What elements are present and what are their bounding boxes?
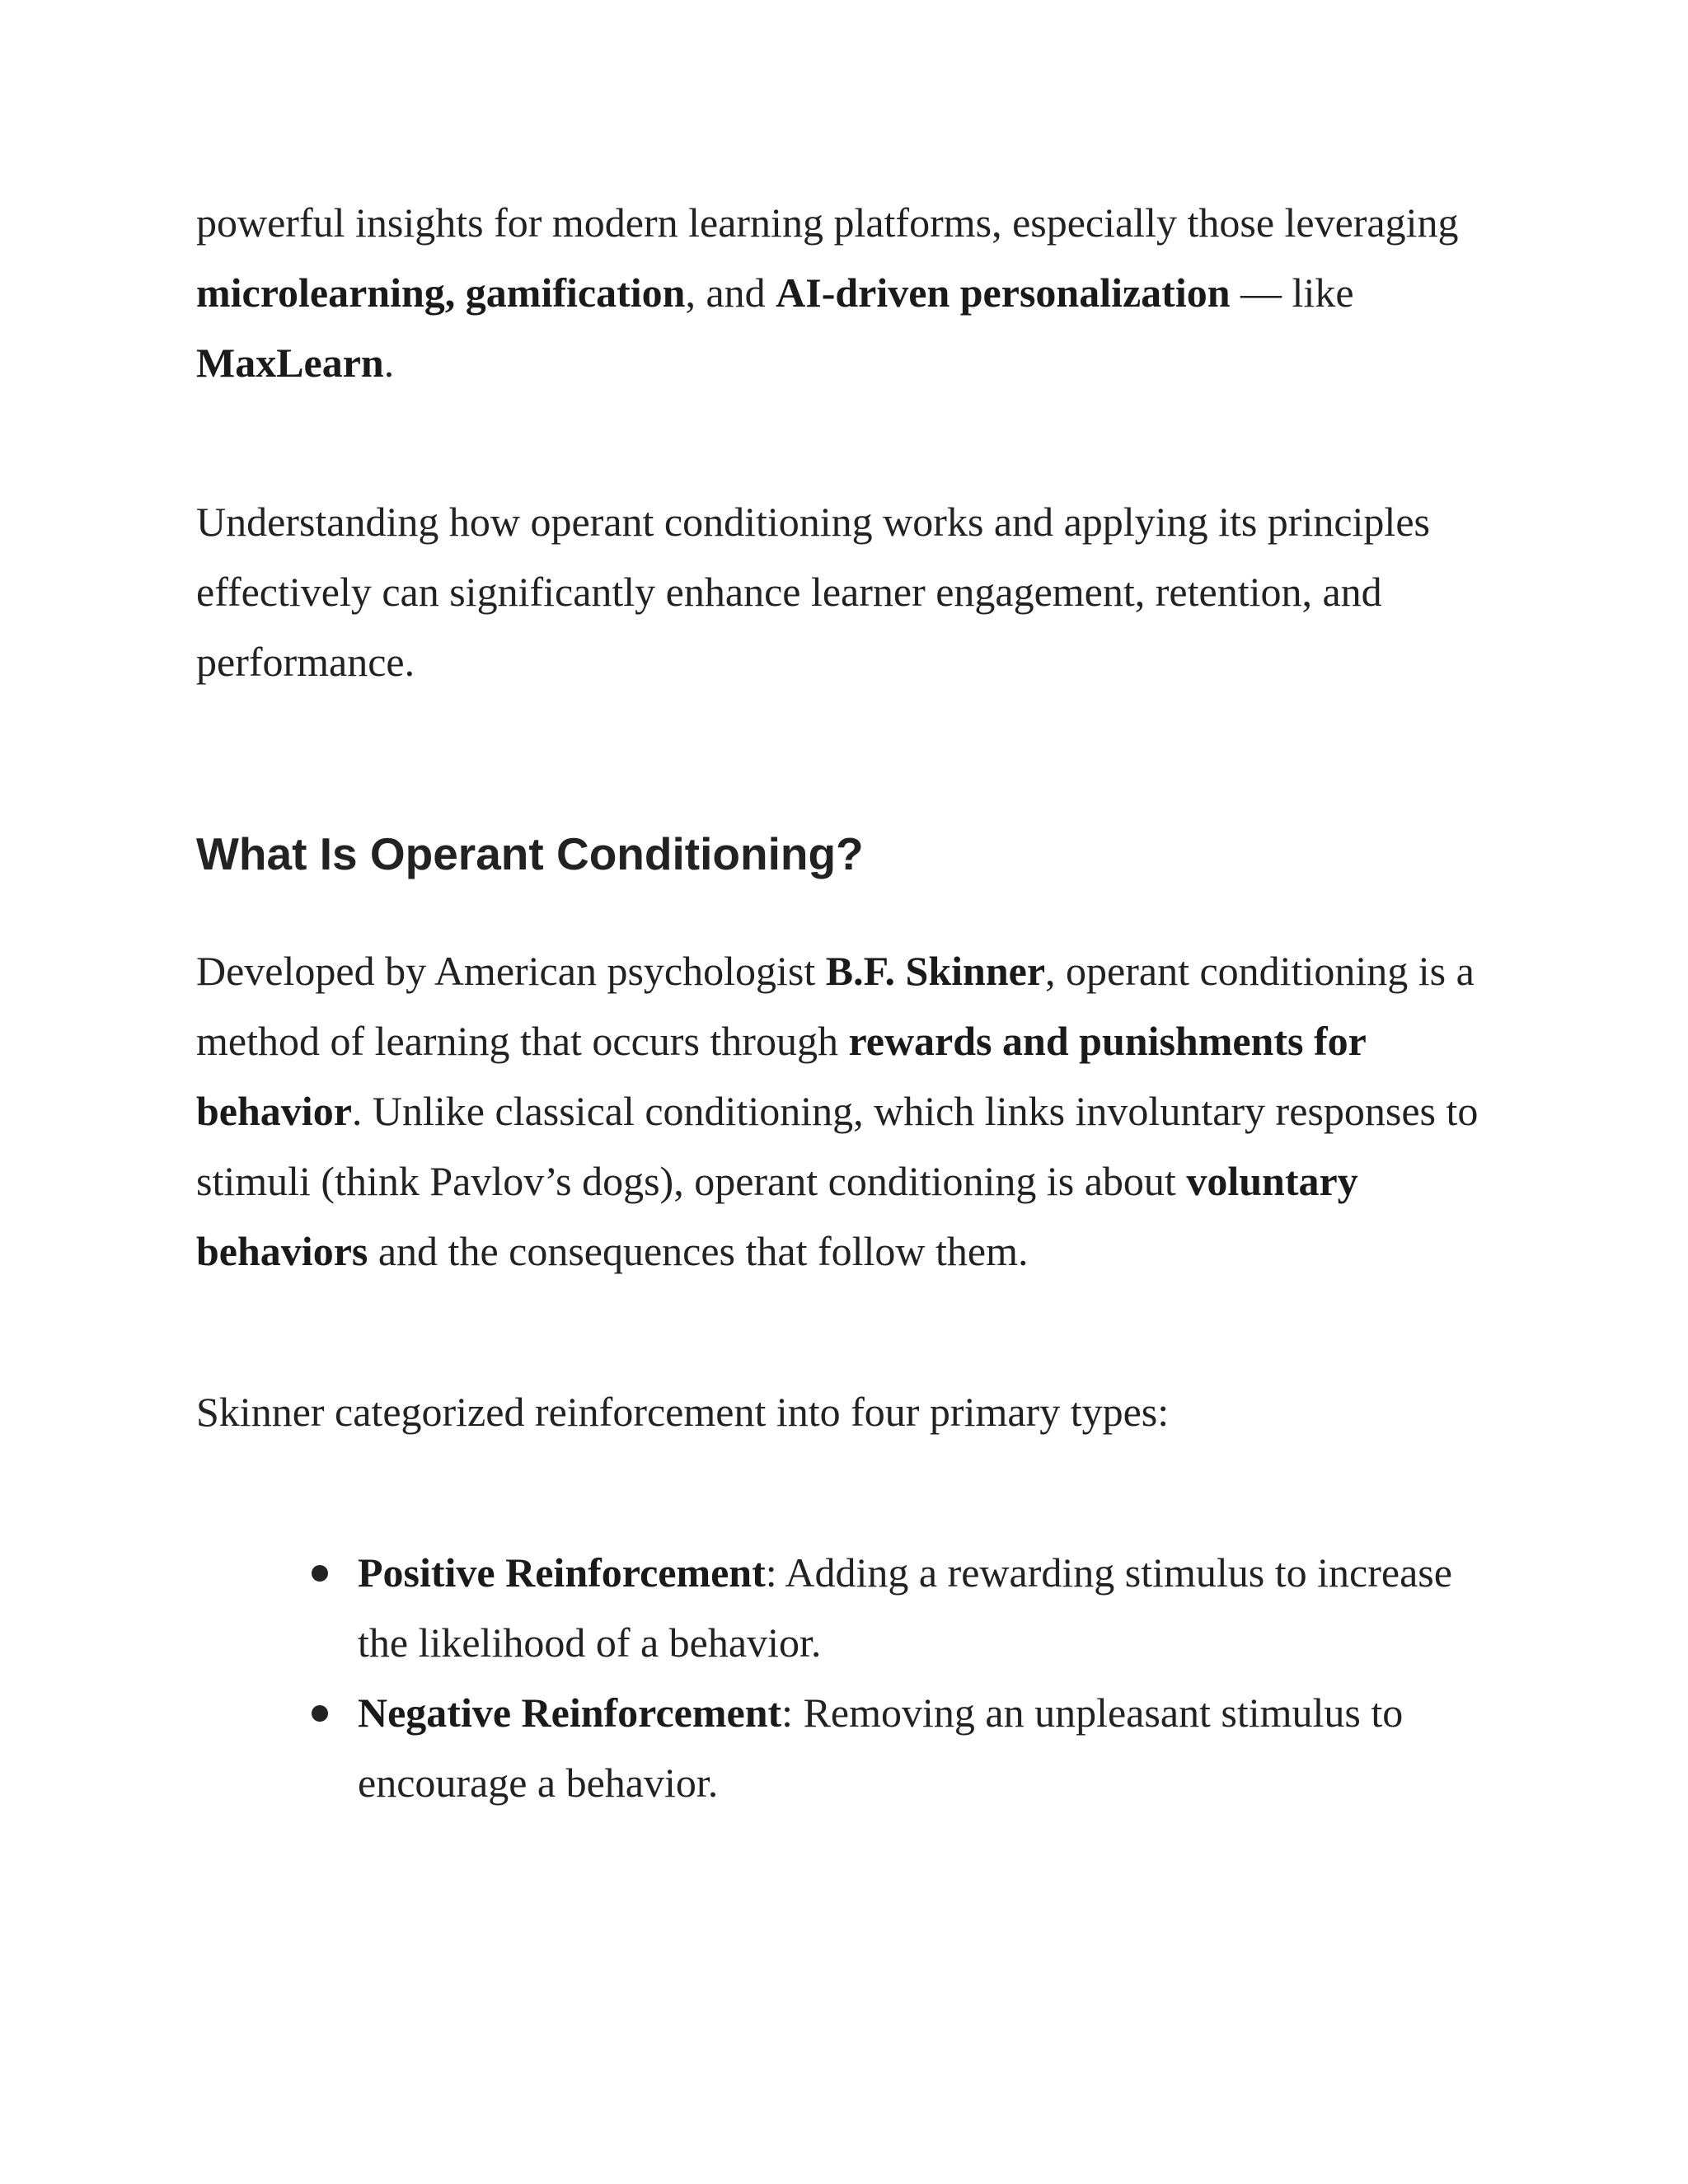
bold-maxlearn: MaxLearn xyxy=(196,340,384,386)
bullet-icon xyxy=(312,1705,328,1722)
list-item xyxy=(358,1678,1512,1818)
types-intro-paragraph: Skinner categorized reinforcement into four primary types: xyxy=(196,1389,1170,1435)
text-run: , and xyxy=(685,269,776,316)
document-page xyxy=(196,188,1482,1818)
bold-microlearning-gamification: microlearning, gamification xyxy=(196,269,686,316)
list-item-term: Negative Reinforcement xyxy=(358,1690,782,1736)
bold-voluntary-behaviors: voluntary behaviors xyxy=(196,1158,1358,1274)
text-run: and the consequences that follow them. xyxy=(368,1228,1029,1274)
text-run: Developed by American psychologist xyxy=(196,948,826,994)
intro-paragraph xyxy=(196,188,1482,398)
section-heading: What Is Operant Conditioning? xyxy=(196,828,864,879)
text-run: . Unlike classical conditioning, which links involuntary responses to stimuli (think Pavlov’s dogs), operant conditioning is about xyxy=(196,1088,1479,1204)
bold-bf-skinner: B.F. Skinner xyxy=(825,948,1046,994)
list-item-term: Positive Reinforcement xyxy=(358,1549,766,1596)
understanding-paragraph: Understanding how operant conditioning works and applying its principles effectively can significantly enhance learner engagement, retention, and performance. xyxy=(196,499,1430,685)
text-run: . xyxy=(383,340,395,386)
list-item-text: : Adding a rewarding stimulus to increase the likelihood of a behavior. xyxy=(358,1549,1452,1666)
reinforcement-types-list xyxy=(196,1538,1482,1818)
text-run: powerful insights for modern learning platforms, especially those leveraging xyxy=(196,199,1459,246)
list-item xyxy=(358,1538,1512,1678)
bold-ai-driven-personalization: AI-driven personalization xyxy=(776,269,1231,316)
list-item-text: : Removing an unpleasant stimulus to encourage a behavior. xyxy=(358,1690,1404,1806)
bullet-icon xyxy=(312,1565,328,1582)
text-run: — like xyxy=(1230,269,1354,316)
text-run: , operant conditioning is a method of learning that occurs through xyxy=(196,948,1475,1064)
definition-paragraph xyxy=(196,936,1482,1286)
bold-rewards-punishments: rewards and punishments for behavior xyxy=(196,1018,1366,1134)
